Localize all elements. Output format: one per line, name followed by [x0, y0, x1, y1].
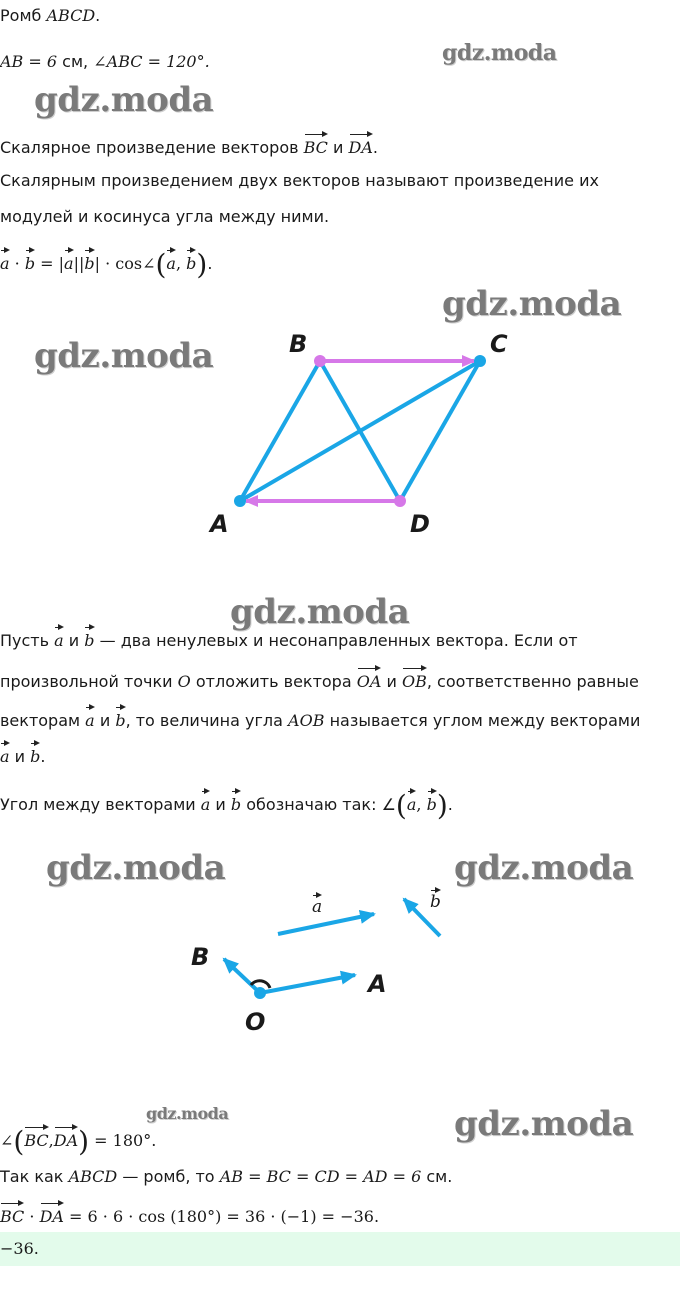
formula-mid: ||: [73, 254, 85, 273]
angle-def-line-4: [0, 741, 45, 769]
watermark: gdz.moda: [230, 592, 410, 632]
text-fragment: векторам: [0, 711, 81, 730]
text-fragment: см.: [426, 1167, 453, 1186]
vector-b: b: [25, 248, 35, 276]
vector-a: a: [0, 741, 10, 769]
given-unit: см: [62, 52, 84, 71]
angle-def-line-2: [0, 666, 639, 694]
given-ab: AB = 6: [0, 52, 58, 71]
text-fragment: .: [447, 795, 453, 814]
vector-a: a: [407, 789, 417, 817]
label-o: O: [245, 1008, 266, 1036]
vector-b: b: [84, 625, 94, 653]
formula-lparen: (: [155, 248, 167, 281]
text-fragment: , то величина угла: [125, 711, 283, 730]
angle-aob: AOB: [288, 711, 325, 730]
vector-b: b: [30, 741, 40, 769]
task-text: Скалярное произведение векторов: [0, 138, 299, 157]
vector-ob: OB: [402, 666, 427, 694]
paren-left: (: [395, 789, 407, 822]
vector-a: a: [201, 789, 211, 817]
watermark: gdz.moda: [46, 848, 226, 888]
vector-bc: BC: [304, 132, 328, 160]
task-and: и: [333, 138, 344, 157]
watermark: gdz.moda: [34, 336, 214, 376]
point-d: [394, 495, 406, 507]
vector-b: b: [84, 248, 94, 276]
given-values-line: AB = 6 см, ∠ABC = 120°.: [0, 52, 210, 71]
given-shape-label: Ромб: [0, 6, 42, 25]
point-b: [314, 355, 326, 367]
formula-comma: ,: [175, 254, 187, 273]
definition-line-2: модулей и косинуса угла между ними.: [0, 207, 330, 226]
point-a: [234, 495, 246, 507]
watermark: gdz.moda: [34, 80, 214, 120]
sides-equality: AB = BC = CD = AD = 6: [219, 1167, 422, 1186]
rhombus-sides-line: [0, 1165, 452, 1189]
diagram-label-b: [430, 888, 441, 912]
calculation: = 6 · 6 · cos (180°) = 36 · (−1) = −36.: [69, 1207, 380, 1226]
text-fragment: Угол между векторами: [0, 795, 196, 814]
text-fragment: ,: [416, 795, 427, 814]
vector-oa-arrow: [260, 975, 355, 993]
watermark: gdz.moda: [442, 40, 557, 66]
vector-da: DA: [54, 1125, 78, 1153]
angle-result-line: ∠(BC,DA) = 180°.: [0, 1125, 157, 1158]
calculation-line: BC · DA = 6 · 6 · cos (180°) = 36 · (−1) = −36.: [0, 1201, 379, 1229]
vector-bc: BC: [24, 1125, 48, 1153]
vector-a: a: [85, 705, 95, 733]
paren-right: ): [436, 789, 448, 822]
vector-a: a: [54, 625, 64, 653]
text-fragment: и: [14, 747, 26, 766]
label-a-vec: A: [368, 970, 387, 998]
vector-a: a: [312, 893, 322, 917]
definition-line-1: Скалярным произведением двух векторов называют произведение их: [0, 171, 599, 190]
diagram-label-a: [312, 893, 322, 917]
text-fragment: обозначаю так: ∠: [246, 795, 396, 814]
paren-right: ): [78, 1125, 90, 1158]
formula-end: .: [207, 254, 213, 273]
text-fragment: отложить вектора: [195, 672, 352, 691]
watermark: gdz.moda: [454, 1104, 634, 1144]
answer-box: [0, 1232, 680, 1266]
text-fragment: — ромб, то: [122, 1167, 215, 1186]
watermark: gdz.moda: [146, 1104, 229, 1123]
text-fragment: и: [99, 711, 111, 730]
text-fragment: Так как: [0, 1167, 64, 1186]
side-dc: [400, 361, 480, 501]
given-rhombus-name: ABCD: [46, 6, 96, 25]
text-fragment: и: [215, 795, 226, 814]
label-d: D: [410, 510, 430, 538]
angle-result: = 180°.: [94, 1131, 157, 1150]
text-fragment: и: [68, 631, 80, 650]
diagonal-bd: [320, 361, 400, 501]
vector-b: b: [427, 789, 437, 817]
vector-bc: BC: [0, 1201, 24, 1229]
watermark: gdz.moda: [442, 284, 622, 324]
text-fragment: .: [40, 747, 46, 766]
vector-oa: OA: [357, 666, 382, 694]
vector-a: a: [0, 248, 10, 276]
watermark: gdz.moda: [454, 848, 634, 888]
point-c: [474, 355, 486, 367]
vector-b: b: [231, 789, 241, 817]
text-fragment: произвольной точки: [0, 672, 173, 691]
label-b-vec: B: [191, 943, 210, 971]
vector-b: b: [115, 705, 125, 733]
rhombus-name: ABCD: [68, 1167, 118, 1186]
text-fragment: — два ненулевых и несонаправленных вектора. Если от: [99, 631, 578, 650]
vector-da: DA: [349, 132, 373, 160]
dot-product-formula: a · b = |a||b| · cos∠(a, b).: [0, 248, 213, 281]
side-ab: [240, 361, 320, 501]
given-shape-line: Ромб ABCD.: [0, 6, 101, 25]
paren-left: (: [13, 1125, 25, 1158]
answer: −36.: [0, 1239, 39, 1258]
vector-a: a: [64, 248, 74, 276]
point-o-text: O: [177, 672, 191, 691]
label-c: C: [490, 330, 508, 358]
vector-b: b: [186, 248, 196, 276]
task-dot: .: [372, 138, 378, 157]
formula-rparen: ): [196, 248, 208, 281]
vector-a-arrow: [278, 914, 374, 934]
label-b: B: [289, 330, 308, 358]
text-fragment: и: [386, 672, 397, 691]
given-angle: ∠ABC = 120°.: [93, 52, 210, 71]
text-fragment: называется углом между векторами: [329, 711, 641, 730]
formula-cos: | · cos∠: [94, 254, 156, 273]
vector-da: DA: [40, 1201, 64, 1229]
vector-a: a: [166, 248, 176, 276]
text-fragment: Пусть: [0, 631, 50, 650]
vector-ob-arrow: [224, 959, 260, 993]
angle-def-line-3: [0, 705, 640, 733]
label-a: A: [210, 510, 229, 538]
formula-eq: = |: [35, 254, 65, 273]
point-o: [254, 987, 266, 999]
vector-b: b: [430, 888, 441, 912]
angle-def-line-1: [0, 625, 578, 653]
angle-notation-line: [0, 789, 453, 822]
text-fragment: , соответственно равные: [426, 672, 639, 691]
